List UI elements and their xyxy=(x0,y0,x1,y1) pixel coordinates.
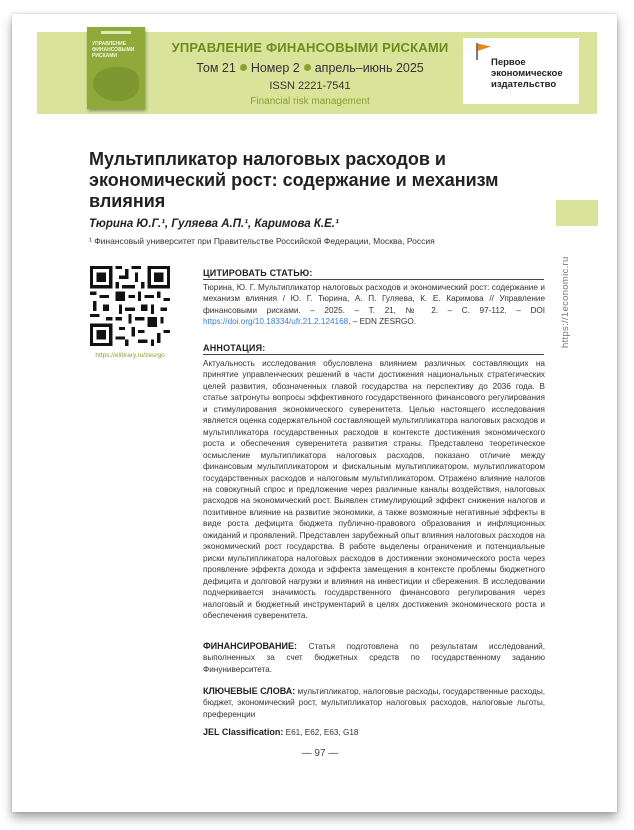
keywords: КЛЮЧЕВЫЕ СЛОВА: мультипликатор, налоговые расходы, государственные расходы, бюджет, экономический рост, мультипликатор налоговых расходов, налоговые льготы, преференции xyxy=(203,686,545,719)
citation: Тюрина, Ю. Г. Мультипликатор налоговых расходов и экономический рост: содержание и механизм влияния / Ю. Г. Тюрина, А. П. Гуляева, К. Е. Каримова // Управление финансовыми рисками. – 2025. – Т. 21, № 2. – С. 97-112. – DOI https://doi.org/10.18334/ufr.21.2.124168. – EDN ZESRGO. xyxy=(203,283,545,327)
abstract-divider xyxy=(203,354,544,355)
cite-divider xyxy=(203,279,544,280)
issue-period: апрель–июнь 2025 xyxy=(314,61,424,75)
doi-link[interactable]: https://doi.org/10.18334/ufr.21.2.124168 xyxy=(203,317,349,327)
funding: ФИНАНСИРОВАНИЕ: Статья подготовлена по результатам исследований, выполненных за счет бюджетных средств по государственному заданию Финуниверситета. xyxy=(203,641,545,674)
abstract-text: Актуальность исследования обусловлена влиянием различных составляющих на принятие управленческих решений в части достижения национальных стратегических целей развития, обозначенных главой государства на перспективу до 2036 года. В статье затронуты вопросы эффективного государственного финансового регулирования и стимулирования экономического суверенитета. Целью настоящего исследования является оценка содержательной составляющей мультипликатора налоговых расходов и мультипликатора государственных расходов в контексте достижения экономического роста и обеспечения суверенитета развития страны. Представлено теоретическое осмысление мультипликатора налоговых расходов, показано отличие между финансовым мультипликатором и фискальным мультипликатором, мультипликатором государственных расходов и налоговым мультипликатором. Отражено влияние налогов на совокупный спрос и предложение через различные каналы воздействия, налоговых расходов на экономический рост. Выявлен стимулирующий эффект снижения налогов и позитивное влияние на развитие экономики, а также возможные негативные эффекты в виде роста дефицита бюджета публично-правового образования и инфляционных ожиданий и проявлений. Представлен зарубежный опыт влияния налоговых расходов на экономический рост государства. В работе выделены ограничения и потенциальные риски мультипликатора налоговых расходов в достижении экономического роста через проявление эффекта дохода и эффекта замещения в контексте проблемы бюджетного дефицита и долговой нагрузки и влияния на инвестиции и сбережения. В исследовании подчеркивается значимость государственного финансового регулирования через налоговый и бюджетный инструментарий в целях достижения экономического роста и обеспечения суверенитета. xyxy=(203,359,545,620)
page-number: — 97 — xyxy=(301,748,339,759)
separator-dot-icon xyxy=(240,64,247,71)
issue-number: Номер 2 xyxy=(250,61,300,75)
journal-cover-image xyxy=(87,27,145,109)
cover-title: УПРАВЛЕНИЕ ФИНАНСОВЫМИ РИСКАМИ xyxy=(92,41,135,59)
abstract-heading: АННОТАЦИЯ: xyxy=(203,343,266,353)
separator-dot-icon xyxy=(304,64,311,71)
jel-classification: JEL Classification: E61, E62, E63, G18 xyxy=(203,727,359,737)
issn: ISSN 2221-7541 xyxy=(269,80,351,92)
qr-url-link[interactable]: https://elibrary.ru/zesrgo xyxy=(95,352,165,359)
publisher-name: Первое экономическое издательство xyxy=(491,57,563,90)
journal-title-en: Financial risk management xyxy=(250,96,370,107)
qr-code-icon[interactable] xyxy=(90,266,170,346)
article-title: Мультипликатор налоговых расходов и экономический рост: содержание и механизм влияния xyxy=(89,149,499,211)
cite-heading: ЦИТИРОВАТЬ СТАТЬЮ: xyxy=(203,268,313,278)
authors: Тюрина Ю.Г.¹, Гуляева А.П.¹, Каримова К.Е.¹ xyxy=(89,218,339,230)
issue-info xyxy=(165,61,455,75)
journal-title: УПРАВЛЕНИЕ ФИНАНСОВЫМИ РИСКАМИ xyxy=(171,40,449,55)
affiliation: ¹ Финансовый университет при Правительстве Российской Федерации, Москва, Россия xyxy=(89,236,435,246)
side-url[interactable]: https://1economic.ru xyxy=(560,256,571,348)
volume: Том 21 xyxy=(196,61,236,75)
side-tab xyxy=(556,200,598,226)
